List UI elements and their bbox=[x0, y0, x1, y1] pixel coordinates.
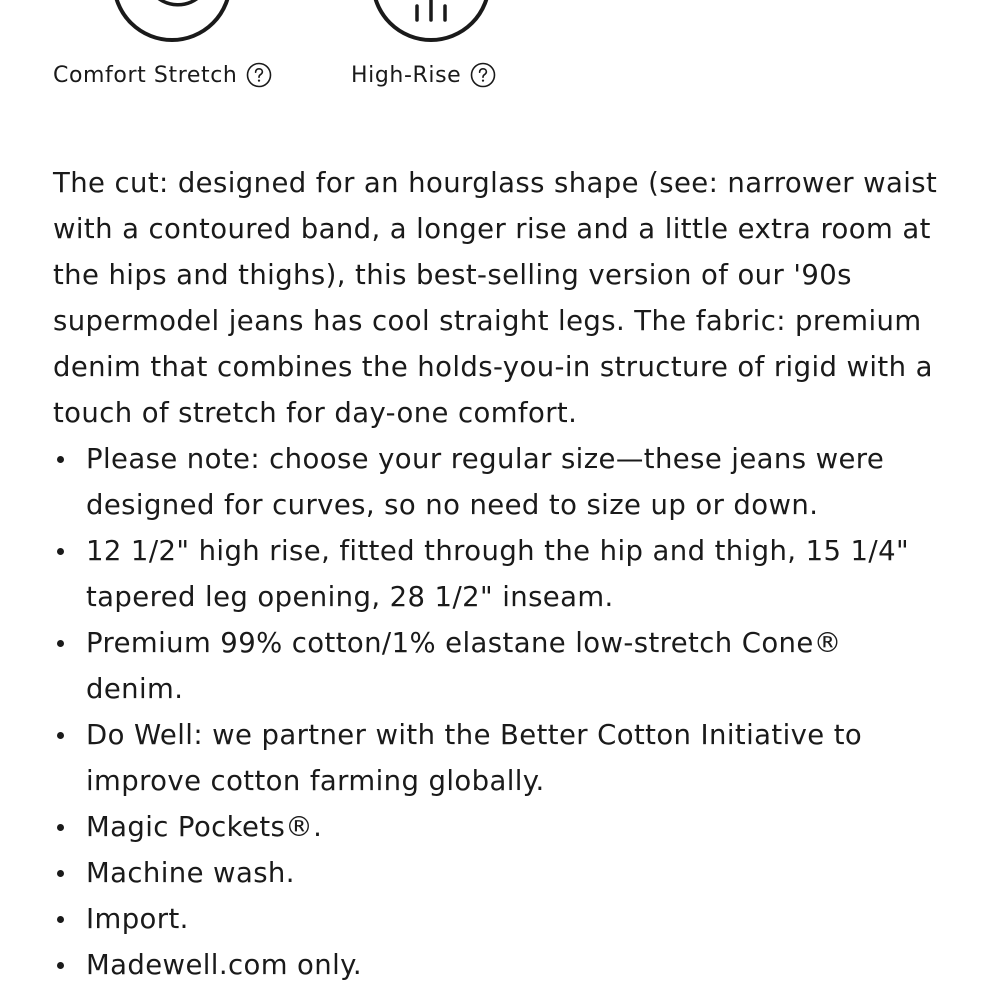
list-item: Import. bbox=[86, 896, 973, 942]
list-item: Please note: choose your regular size—these jeans were designed for curves, so no need to size up or down. bbox=[86, 436, 973, 528]
question-circle-icon[interactable] bbox=[246, 62, 272, 88]
question-circle-icon[interactable] bbox=[470, 62, 496, 88]
feature-label-comfort-stretch: Comfort Stretch bbox=[53, 62, 238, 88]
feature-label-high-rise: High-Rise bbox=[351, 62, 462, 88]
description-intro: The cut: designed for an hourglass shape (see: narrower waist with a contoured band, a longer rise and a little extra room at the hips and thighs), this best-selling version of our '90s supermodel jeans has cool straight legs. The fabric: premium denim that combines the holds-you-in structure of rigid with a touch of stretch for day-one comfort. bbox=[53, 167, 938, 429]
product-description bbox=[53, 160, 973, 988]
feature-label-row bbox=[53, 62, 272, 88]
comfort-stretch-icon bbox=[110, 0, 234, 44]
list-item: Machine wash. bbox=[86, 850, 973, 896]
list-item: Do Well: we partner with the Better Cotton Initiative to improve cotton farming globally. bbox=[86, 712, 973, 804]
list-item: 12 1/2" high rise, fitted through the hip and thigh, 15 1/4" tapered leg opening, 28 1/2" inseam. bbox=[86, 528, 973, 620]
high-rise-icon bbox=[369, 0, 493, 44]
list-item: Magic Pockets®. bbox=[86, 804, 973, 850]
product-details-list bbox=[53, 436, 973, 988]
feature-label-row bbox=[351, 62, 496, 88]
feature-icons-row bbox=[53, 0, 653, 100]
list-item: Premium 99% cotton/1% elastane low-stretch Cone® denim. bbox=[86, 620, 973, 712]
list-item: Madewell.com only. bbox=[86, 942, 973, 988]
